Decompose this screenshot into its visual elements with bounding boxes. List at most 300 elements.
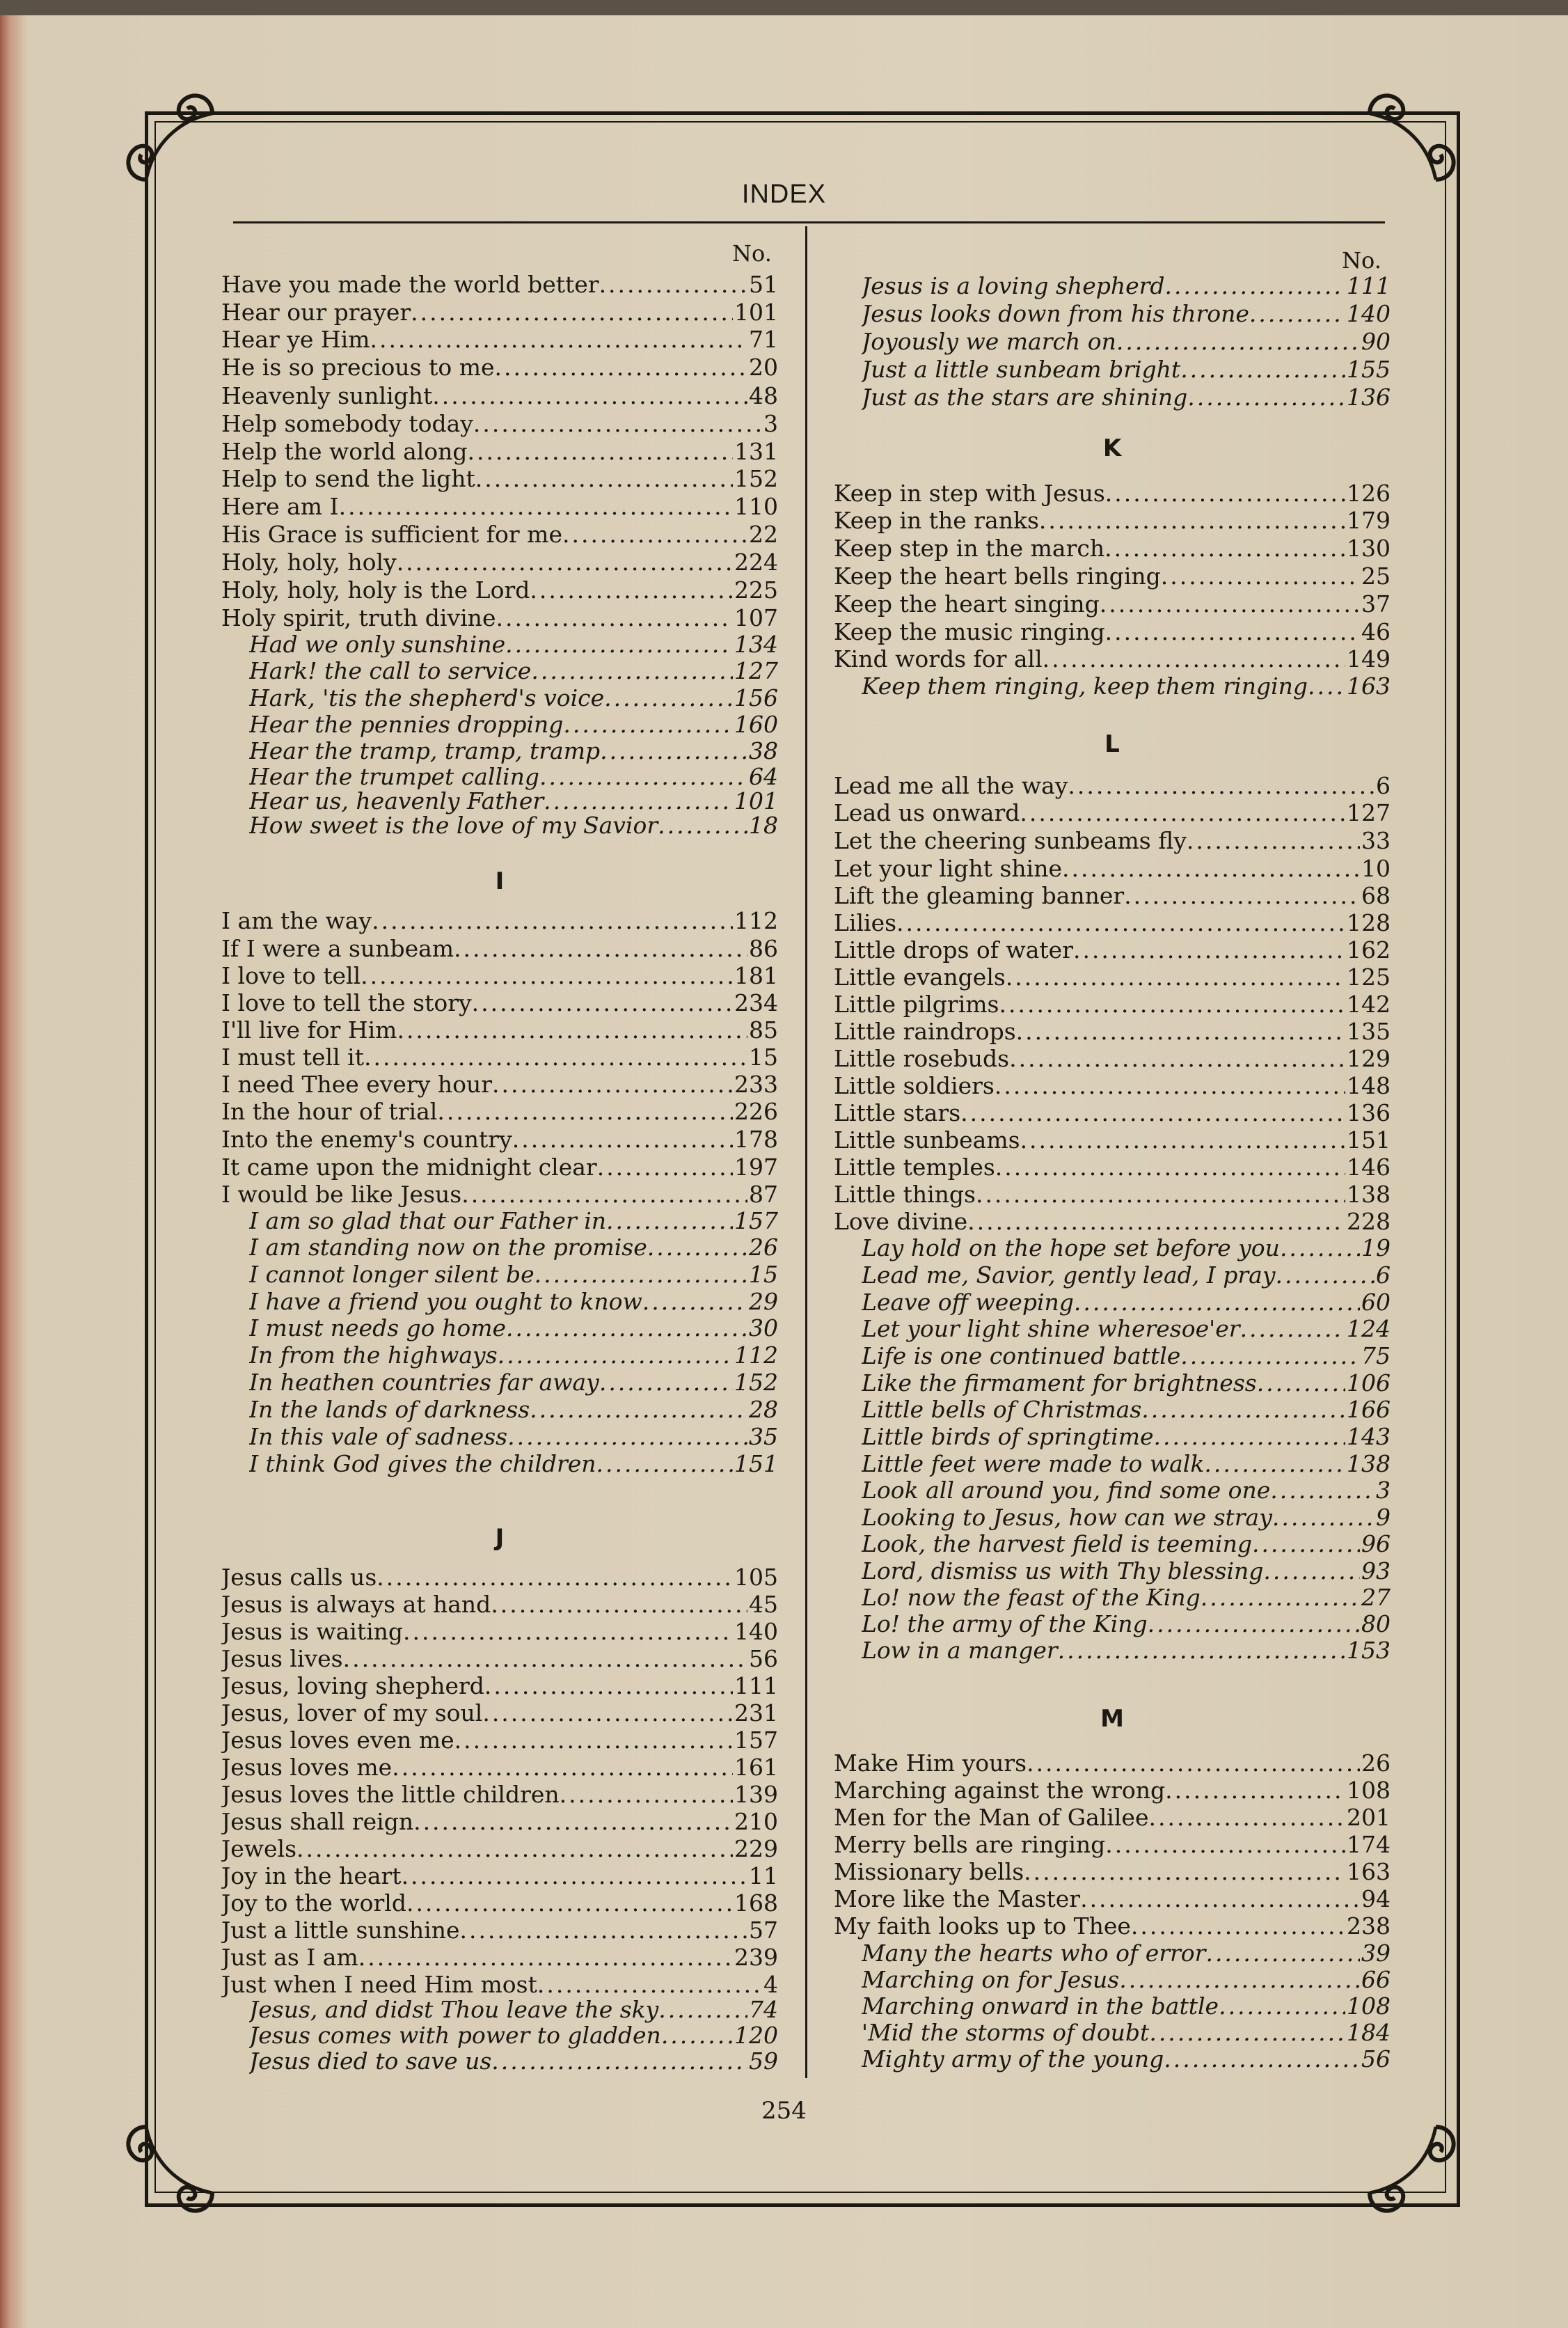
dot-leader — [343, 1646, 747, 1672]
entry-number: 139 — [734, 1782, 778, 1808]
index-entry — [834, 856, 1391, 882]
entry-title: Jewels — [221, 1836, 297, 1862]
entry-number: 11 — [749, 1863, 778, 1889]
dot-leader — [392, 1754, 733, 1781]
dot-leader — [491, 2048, 747, 2075]
entry-title: Jesus is a loving shepherd — [862, 273, 1165, 299]
entry-number: 152 — [734, 466, 778, 492]
index-entry — [862, 673, 1391, 700]
dot-leader — [472, 990, 733, 1016]
dot-leader — [1161, 563, 1360, 590]
dot-leader — [1068, 773, 1375, 799]
entry-number: 127 — [1347, 800, 1391, 826]
entry-title: Lilies — [834, 910, 897, 936]
entry-number: 74 — [749, 1997, 778, 2023]
entry-number: 138 — [1347, 1451, 1391, 1477]
entry-title: Keep step in the march — [834, 535, 1105, 562]
dot-leader — [1263, 1558, 1360, 1584]
entry-number: 59 — [749, 2048, 778, 2075]
entry-title: Let the cheering sunbeams fly — [834, 828, 1187, 854]
section-letter: M — [1100, 1705, 1124, 1733]
entry-number: 108 — [1347, 1777, 1391, 1804]
index-entry — [862, 273, 1391, 299]
dot-leader — [492, 1071, 733, 1098]
entry-title: Jesus, loving shepherd — [221, 1673, 484, 1699]
entry-number: 131 — [734, 439, 778, 465]
entry-number: 129 — [1347, 1046, 1391, 1072]
dot-leader — [1043, 646, 1345, 673]
dot-leader — [1058, 1637, 1345, 1664]
dot-leader — [498, 1342, 733, 1369]
index-entry — [249, 1397, 778, 1423]
dot-leader — [563, 711, 733, 738]
entry-number: 66 — [1361, 1967, 1391, 1993]
entry-number: 225 — [734, 577, 778, 604]
entry-title: Little raindrops — [834, 1018, 1016, 1045]
entry-title: I must needs go home — [249, 1315, 507, 1342]
entry-title: Little bells of Christmas — [862, 1397, 1142, 1423]
entry-number: 27 — [1361, 1584, 1391, 1611]
dot-leader — [296, 1836, 733, 1862]
dot-leader — [1164, 2046, 1360, 2073]
index-entry — [834, 1209, 1391, 1235]
entry-title: Help to send the light — [221, 466, 475, 492]
entry-title: His Grace is sufficient for me — [221, 521, 562, 548]
dot-leader — [496, 605, 733, 631]
index-entry — [221, 466, 778, 492]
entry-title: Lead us onward — [834, 800, 1020, 826]
entry-title: Make Him yours — [834, 1750, 1027, 1777]
entry-number: 128 — [1347, 910, 1391, 936]
entry-title: Look, the harvest field is teeming — [862, 1531, 1252, 1557]
left-number-heading: No. — [732, 240, 772, 267]
dot-leader — [413, 1809, 733, 1835]
entry-number: 57 — [749, 1917, 778, 1944]
index-entry — [834, 619, 1391, 645]
index-entry — [221, 299, 778, 326]
entry-title: Keep them ringing, keep them ringing — [862, 673, 1308, 700]
scroll-ornament-icon — [1363, 82, 1467, 187]
index-entry — [834, 937, 1391, 964]
entry-title: Jesus, and didst Thou leave the sky — [249, 1997, 659, 2023]
entry-number: 157 — [734, 1727, 778, 1754]
index-entry — [221, 1863, 778, 1889]
dot-leader — [1252, 1531, 1360, 1557]
index-entry — [862, 1397, 1391, 1423]
column-divider — [805, 226, 807, 2078]
entry-title: Jesus comes with power to gladden — [249, 2022, 661, 2049]
index-entry — [221, 1727, 778, 1754]
entry-title: Holy spirit, truth divine — [221, 605, 496, 631]
entry-number: 18 — [749, 812, 778, 839]
entry-title: Men for the Man of Galilee — [834, 1804, 1149, 1831]
dot-leader — [461, 1181, 747, 1208]
entry-number: 162 — [1347, 937, 1391, 964]
dot-leader — [507, 1424, 747, 1450]
entry-number: 210 — [734, 1809, 778, 1835]
entry-title: Marching against the wrong — [834, 1777, 1166, 1804]
entry-title: Lead me, Savior, gently lead, I pray — [862, 1262, 1276, 1289]
entry-title: My faith looks up to Thee — [834, 1913, 1131, 1940]
entry-number: 86 — [749, 936, 778, 962]
dot-leader — [599, 272, 747, 298]
index-entry — [862, 1558, 1391, 1584]
entry-title: Holy, holy, holy is the Lord — [221, 577, 530, 604]
index-entry — [834, 1750, 1391, 1777]
entry-title: Let your light shine wheresoe'er — [862, 1316, 1240, 1342]
entry-number: 149 — [1347, 646, 1391, 673]
entry-number: 6 — [1376, 1262, 1391, 1289]
dot-leader — [1148, 1804, 1345, 1831]
index-entry — [862, 1611, 1391, 1637]
page-number: 254 — [761, 2097, 807, 2125]
dot-leader — [1249, 301, 1345, 327]
entry-title: 'Mid the storms of doubt — [862, 2020, 1150, 2046]
dot-leader — [1062, 856, 1360, 882]
dot-leader — [1006, 964, 1345, 991]
index-entry — [221, 411, 778, 437]
entry-title: Hark! the call to service — [249, 658, 532, 684]
dot-leader — [1280, 1235, 1360, 1261]
entry-title: Jesus is always at hand — [221, 1591, 491, 1618]
index-entry — [221, 1591, 778, 1618]
dot-leader — [437, 1099, 733, 1125]
dot-leader — [1039, 508, 1345, 534]
index-entry — [862, 1289, 1391, 1316]
entry-number: 105 — [734, 1564, 778, 1591]
entry-number: 107 — [734, 605, 778, 631]
entry-number: 35 — [749, 1424, 778, 1450]
dot-leader — [1154, 1424, 1345, 1450]
dot-leader — [1027, 1750, 1360, 1777]
entry-number: 20 — [749, 354, 778, 381]
entry-number: 56 — [749, 1646, 778, 1672]
entry-title: Heavenly sunlight — [221, 383, 433, 409]
dot-leader — [1165, 273, 1345, 299]
dot-leader — [460, 1917, 747, 1944]
dot-leader — [1275, 1262, 1375, 1289]
dot-leader — [454, 936, 747, 962]
dot-leader — [1074, 1289, 1360, 1316]
dot-leader — [530, 1397, 747, 1423]
entry-number: 138 — [1347, 1181, 1391, 1208]
entry-number: 10 — [1361, 856, 1391, 882]
entry-title: Lift the gleaming banner — [834, 883, 1125, 909]
index-entry — [249, 1369, 778, 1396]
index-entry — [249, 738, 778, 764]
index-entry — [221, 1917, 778, 1944]
index-entry — [221, 1673, 778, 1699]
dot-leader — [976, 1181, 1345, 1208]
entry-title: Had we only sunshine — [249, 631, 506, 658]
dot-leader — [596, 1451, 733, 1477]
entry-title: Keep the heart bells ringing — [834, 563, 1161, 590]
entry-number: 60 — [1361, 1289, 1391, 1316]
entry-number: 239 — [734, 1944, 778, 1971]
entry-number: 75 — [1361, 1343, 1391, 1369]
entry-title: Little rosebuds — [834, 1046, 1010, 1072]
dot-leader — [531, 658, 733, 684]
dot-leader — [1104, 535, 1345, 562]
entry-number: 112 — [734, 908, 778, 934]
entry-number: 46 — [1361, 619, 1391, 645]
index-entry — [249, 1315, 778, 1342]
dot-leader — [339, 494, 733, 520]
entry-number: 163 — [1347, 1859, 1391, 1885]
entry-number: 3 — [763, 411, 778, 437]
entry-title: Like the firmament for brightness — [862, 1370, 1257, 1397]
entry-number: 136 — [1347, 1100, 1391, 1126]
dot-leader — [370, 327, 747, 353]
entry-number: 178 — [734, 1126, 778, 1153]
right-number-heading: No. — [1342, 247, 1381, 274]
entry-title: I have a friend you ought to know — [249, 1289, 642, 1315]
entry-number: 120 — [734, 2022, 778, 2049]
dot-leader — [454, 1727, 733, 1754]
entry-number: 112 — [734, 1342, 778, 1369]
entry-number: 56 — [1361, 2046, 1391, 2073]
dot-leader — [1205, 1940, 1360, 1967]
dot-leader — [562, 521, 747, 548]
entry-number: 179 — [1347, 508, 1391, 534]
index-entry — [249, 1424, 778, 1450]
title-rule — [233, 221, 1385, 223]
index-entry — [834, 480, 1391, 507]
entry-title: Life is one continued battle — [862, 1343, 1181, 1369]
index-entry — [834, 1913, 1391, 1940]
dot-leader — [1024, 1859, 1345, 1885]
dot-leader — [1100, 591, 1360, 618]
dot-leader — [967, 1209, 1345, 1235]
entry-number: 33 — [1361, 828, 1391, 854]
entry-number: 142 — [1347, 991, 1391, 1018]
entry-title: Missionary bells — [834, 1859, 1024, 1885]
dot-leader — [491, 1591, 747, 1618]
dot-leader — [1187, 384, 1345, 411]
index-entry — [834, 991, 1391, 1018]
index-entry — [221, 908, 778, 934]
entry-number: 160 — [734, 711, 778, 738]
index-entry — [862, 1940, 1391, 1967]
index-entry — [834, 1046, 1391, 1072]
index-entry — [834, 1018, 1391, 1045]
dot-leader — [397, 1017, 747, 1044]
index-entry — [862, 384, 1391, 411]
entry-title: Joyously we march on — [862, 329, 1116, 355]
entry-number: 161 — [734, 1754, 778, 1781]
dot-leader — [604, 685, 733, 711]
index-entry — [249, 1208, 778, 1234]
dot-leader — [597, 1154, 733, 1181]
dot-leader — [1148, 1611, 1360, 1637]
entry-title: Help somebody today — [221, 411, 473, 437]
entry-number: 224 — [734, 549, 778, 576]
entry-title: Little stars — [834, 1100, 961, 1126]
index-entry — [221, 990, 778, 1016]
entry-title: Merry bells are ringing — [834, 1832, 1106, 1858]
entry-number: 146 — [1347, 1154, 1391, 1181]
entry-title: Jesus is waiting — [221, 1619, 404, 1645]
dot-leader — [1119, 1967, 1360, 1993]
dot-leader — [1080, 1886, 1360, 1912]
index-entry — [249, 764, 778, 790]
entry-number: 19 — [1361, 1235, 1391, 1261]
entry-title: In heathen countries far away — [249, 1369, 599, 1396]
entry-number: 126 — [1347, 480, 1391, 507]
entry-title: Little soldiers — [834, 1073, 995, 1099]
index-entry — [862, 1637, 1391, 1664]
entry-title: I am so glad that our Father in — [249, 1208, 607, 1234]
entry-title: Keep the music ringing — [834, 619, 1105, 645]
index-entry — [834, 883, 1391, 909]
entry-title: I love to tell — [221, 963, 361, 989]
index-entry — [249, 2022, 778, 2049]
entry-number: 136 — [1347, 384, 1391, 411]
index-entry — [834, 1804, 1391, 1831]
dot-leader — [1149, 2020, 1345, 2046]
entry-number: 111 — [1347, 273, 1391, 299]
index-entry — [862, 1504, 1391, 1531]
dot-leader — [1131, 1913, 1345, 1940]
index-entry — [221, 1782, 778, 1808]
entry-number: 101 — [734, 299, 778, 326]
index-entry — [221, 1017, 778, 1044]
entry-number: 127 — [734, 658, 778, 684]
entry-title: Jesus shall reign — [221, 1809, 414, 1835]
scroll-ornament-icon — [115, 82, 219, 187]
index-entry — [834, 773, 1391, 799]
index-entry — [249, 711, 778, 738]
index-entry — [249, 1234, 778, 1261]
entry-number: 87 — [749, 1181, 778, 1208]
index-entry — [221, 1181, 778, 1208]
entry-title: Hear the pennies dropping — [249, 711, 564, 738]
dot-leader — [1219, 1993, 1345, 2020]
entry-number: 26 — [749, 1234, 778, 1261]
index-entry — [221, 1154, 778, 1181]
entry-number: 68 — [1361, 883, 1391, 909]
entry-title: I cannot longer silent be — [249, 1261, 534, 1288]
dot-leader — [482, 1700, 733, 1727]
dot-leader — [403, 1619, 733, 1645]
entry-number: 85 — [749, 1017, 778, 1044]
entry-number: 234 — [734, 990, 778, 1016]
index-entry — [834, 964, 1391, 991]
dot-leader — [1105, 619, 1360, 645]
entry-number: 148 — [1347, 1073, 1391, 1099]
entry-title: If I were a sunbeam — [221, 936, 454, 962]
entry-title: Look all around you, find some one — [862, 1477, 1271, 1504]
dot-leader — [377, 1564, 733, 1591]
index-entry — [221, 1944, 778, 1971]
index-entry — [221, 936, 778, 962]
entry-title: Jesus died to save us — [249, 2048, 492, 2075]
entry-number: 30 — [749, 1315, 778, 1342]
entry-title: Little evangels — [834, 964, 1006, 991]
entry-number: 94 — [1361, 1886, 1391, 1912]
dot-leader — [1201, 1584, 1360, 1611]
index-entry — [834, 1832, 1391, 1858]
entry-title: Jesus loves me — [221, 1754, 393, 1781]
index-entry — [834, 828, 1391, 854]
index-entry — [249, 2048, 778, 2075]
entry-title: I must tell it — [221, 1044, 364, 1071]
dot-leader — [468, 439, 733, 465]
dot-leader — [358, 1944, 733, 1971]
index-entry — [862, 1993, 1391, 2020]
entry-title: Little things — [834, 1181, 976, 1208]
dot-leader — [364, 1044, 747, 1071]
entry-number: 184 — [1347, 2020, 1391, 2046]
dot-leader — [1165, 1777, 1345, 1804]
entry-title: Jesus lives — [221, 1646, 343, 1672]
entry-number: 201 — [1347, 1804, 1391, 1831]
index-entry — [834, 1181, 1391, 1208]
entry-title: I am the way — [221, 908, 372, 934]
dot-leader — [560, 1782, 733, 1808]
dot-leader — [1308, 673, 1345, 700]
entry-number: 125 — [1347, 964, 1391, 991]
dot-leader — [1204, 1451, 1345, 1477]
index-entry — [862, 1477, 1391, 1504]
index-entry — [862, 1967, 1391, 1993]
index-entry — [249, 1261, 778, 1288]
entry-title: Just as I am — [221, 1944, 358, 1971]
index-entry — [834, 1154, 1391, 1181]
entry-title: Keep the heart singing — [834, 591, 1100, 618]
entry-title: Hark, 'tis the shepherd's voice — [249, 685, 605, 711]
entry-title: Keep in step with Jesus — [834, 480, 1105, 507]
index-entry — [221, 439, 778, 465]
dot-leader — [534, 1261, 747, 1288]
entry-number: 64 — [749, 764, 778, 790]
entry-number: 29 — [749, 1289, 778, 1315]
dot-leader — [1105, 480, 1345, 507]
entry-title: In the lands of darkness — [249, 1397, 530, 1423]
entry-number: 174 — [1347, 1832, 1391, 1858]
entry-number: 157 — [734, 1208, 778, 1234]
entry-title: Jesus loves even me — [221, 1727, 454, 1754]
entry-title: Hear our prayer — [221, 299, 411, 326]
index-entry — [249, 1997, 778, 2023]
entry-title: Marching onward in the battle — [862, 1993, 1219, 2020]
index-entry — [249, 812, 778, 839]
entry-number: 135 — [1347, 1018, 1391, 1045]
entry-number: 231 — [734, 1700, 778, 1727]
dot-leader — [544, 788, 733, 815]
dot-leader — [960, 1100, 1345, 1126]
entry-number: 48 — [749, 383, 778, 409]
entry-number: 197 — [734, 1154, 778, 1181]
index-entry — [862, 2020, 1391, 2046]
dot-leader — [658, 812, 747, 839]
entry-number: 152 — [734, 1369, 778, 1396]
dot-leader — [1257, 1370, 1345, 1397]
index-entry — [834, 535, 1391, 562]
index-entry — [834, 1100, 1391, 1126]
entry-number: 51 — [749, 272, 778, 298]
entry-number: 25 — [1361, 563, 1391, 590]
entry-number: 3 — [1376, 1477, 1391, 1504]
dot-leader — [995, 1073, 1345, 1099]
section-letter: K — [1102, 434, 1122, 462]
entry-title: Have you made the world better — [221, 272, 599, 298]
entry-title: Lo! the army of the King — [862, 1611, 1148, 1637]
dot-leader — [512, 1126, 733, 1153]
entry-title: Lord, dismiss us with Thy blessing — [862, 1558, 1264, 1584]
index-entry — [249, 1289, 778, 1315]
index-entry — [862, 356, 1391, 383]
